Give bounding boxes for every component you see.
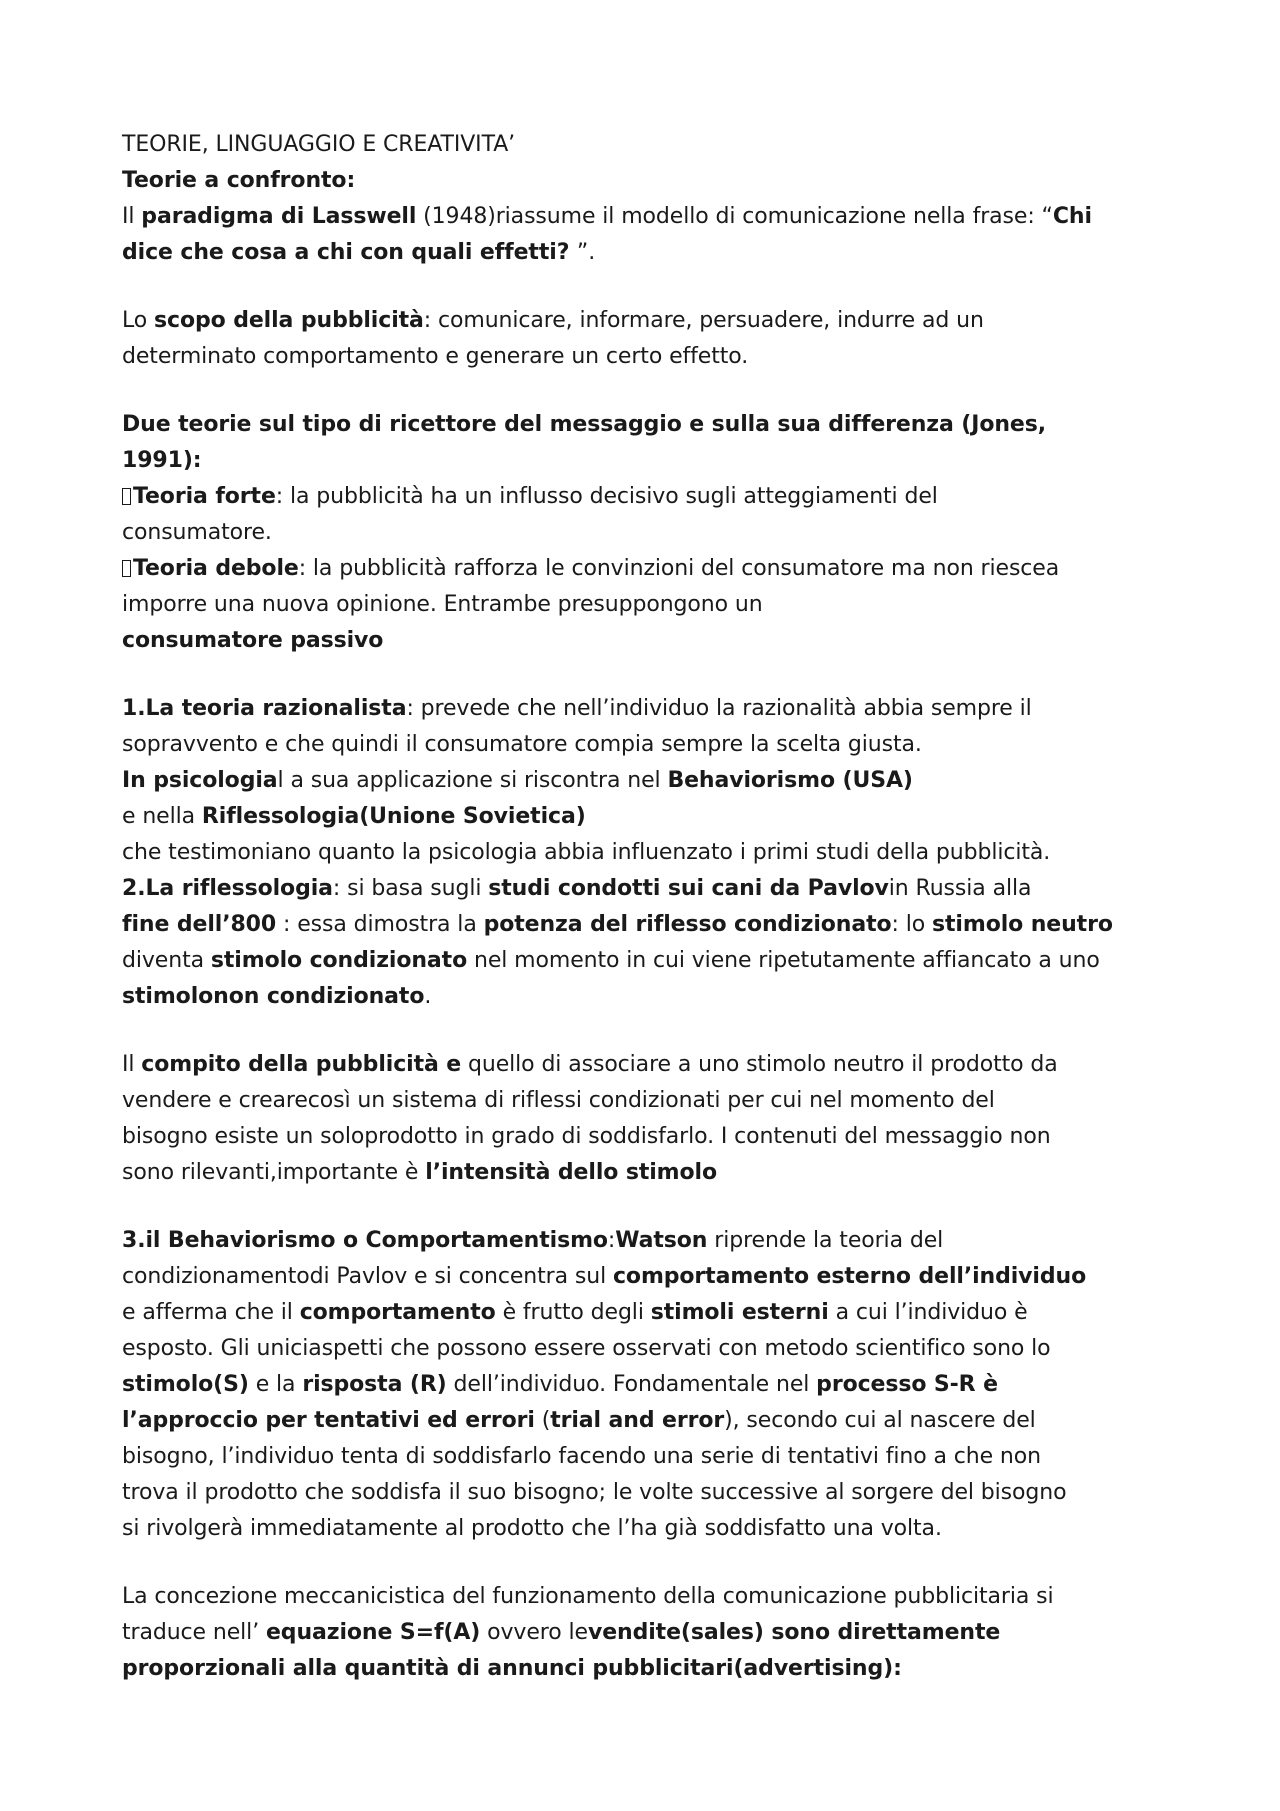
list-item-teoria-debole: Teoria debole: la pubblicità rafforza le convinzioni del consumatore ma non riescea xyxy=(122,551,1182,587)
paragraph-riflessologia-line-2: fine dell’800 : essa dimostra la potenza del riflesso condizionato: lo stimolo neutro xyxy=(122,912,1113,937)
paragraph-equazione-line-2: traduce nell’ equazione S=f(A) ovvero levendite(sales) sono direttamente xyxy=(122,1620,1001,1645)
paragraph-compito-line-2: vendere e crearecosì un sistema di riflessi condizionati per cui nel momento del xyxy=(122,1088,995,1113)
list-item-teoria-forte-cont: consumatore. xyxy=(122,520,272,545)
paragraph-compito-line-3: bisogno esiste un soloprodotto in grado di soddisfarlo. I contenuti del messaggio non xyxy=(122,1124,1051,1149)
paragraph-behaviorismo-line-2: condizionamentodi Pavlov e si concentra sul comportamento esterno dell’individuo xyxy=(122,1264,1087,1289)
paragraph-behaviorismo-line-5: stimolo(S) e la risposta (R) dell’individuo. Fondamentale nel processo S-R è xyxy=(122,1372,998,1397)
paragraph-equazione-line-3: proporzionali alla quantità di annunci pubblicitari(advertising): xyxy=(122,1656,902,1681)
paragraph-riflessologia-line-4: stimolonon condizionato. xyxy=(122,984,432,1009)
section-heading: Teorie a confronto: xyxy=(122,168,356,193)
paragraph-riflessologia-line-3: diventa stimolo condizionato nel momento in cui viene ripetutamente affiancato a uno xyxy=(122,948,1100,973)
bullet-square-icon xyxy=(122,488,131,505)
paragraph-compito-line-1: Il compito della pubblicità e quello di associare a uno stimolo neutro il prodotto da xyxy=(122,1052,1058,1077)
paragraph-razionalista-line-4: e nella Riflessologia(Unione Sovietica) xyxy=(122,804,586,829)
paragraph-behaviorismo-line-1: 3.il Behaviorismo o Comportamentismo:Watson riprende la teoria del xyxy=(122,1228,944,1253)
paragraph-lasswell-line-2: dice che cosa a chi con quali effetti? ”. xyxy=(122,240,596,265)
paragraph-behaviorismo-line-7: bisogno, l’individuo tenta di soddisfarlo facendo una serie di tentativi fino a che non xyxy=(122,1444,1041,1469)
paragraph-razionalista-line-1: 1.La teoria razionalista: prevede che nell’individuo la razionalità abbia sempre il xyxy=(122,696,1032,721)
paragraph-razionalista-line-3: In psicologial a sua applicazione si riscontra nel Behaviorismo (USA) xyxy=(122,768,913,793)
bullet-square-icon xyxy=(122,560,131,577)
paragraph-razionalista-line-5: che testimoniano quanto la psicologia abbia influenzato i primi studi della pubblicità. xyxy=(122,840,1051,865)
list-item-teoria-forte: Teoria forte: la pubblicità ha un influsso decisivo sugli atteggiamenti del xyxy=(122,479,1182,515)
list-item-teoria-debole-cont: imporre una nuova opinione. Entrambe presuppongono un xyxy=(122,592,763,617)
paragraph-behaviorismo-line-3: e afferma che il comportamento è frutto degli stimoli esterni a cui l’individuo è xyxy=(122,1300,1028,1325)
paragraph-compito-line-4: sono rilevanti,importante è l’intensità dello stimolo xyxy=(122,1160,717,1185)
paragraph-teorie-heading-2: 1991): xyxy=(122,448,202,473)
consumatore-passivo: consumatore passivo xyxy=(122,628,384,653)
paragraph-razionalista-line-2: sopravvento e che quindi il consumatore compia sempre la scelta giusta. xyxy=(122,732,922,757)
paragraph-equazione-line-1: La concezione meccanicistica del funzionamento della comunicazione pubblicitaria si xyxy=(122,1584,1054,1609)
paragraph-behaviorismo-line-6: l’approccio per tentativi ed errori (trial and error), secondo cui al nascere del xyxy=(122,1408,1036,1433)
paragraph-behaviorismo-line-9: si rivolgerà immediatamente al prodotto che l’ha già soddisfatto una volta. xyxy=(122,1516,942,1541)
paragraph-scopo-line-1: Lo scopo della pubblicità: comunicare, informare, persuadere, indurre ad un xyxy=(122,308,984,333)
paragraph-lasswell-line-1: Il paradigma di Lasswell (1948)riassume il modello di comunicazione nella frase: “Chi xyxy=(122,204,1092,229)
paragraph-behaviorismo-line-8: trova il prodotto che soddisfa il suo bisogno; le volte successive al sorgere del bisogno xyxy=(122,1480,1067,1505)
paragraph-teorie-heading-1: Due teorie sul tipo di ricettore del messaggio e sulla sua differenza (Jones, xyxy=(122,412,1046,437)
document-page xyxy=(122,127,1182,1687)
paragraph-behaviorismo-line-4: esposto. Gli uniciaspetti che possono essere osservati con metodo scientifico sono lo xyxy=(122,1336,1051,1361)
paragraph-scopo-line-2: determinato comportamento e generare un certo effetto. xyxy=(122,344,749,369)
document-title: TEORIE, LINGUAGGIO E CREATIVITA’ xyxy=(122,132,516,157)
paragraph-riflessologia-line-1: 2.La riflessologia: si basa sugli studi condotti sui cani da Pavlovin Russia alla xyxy=(122,876,1032,901)
